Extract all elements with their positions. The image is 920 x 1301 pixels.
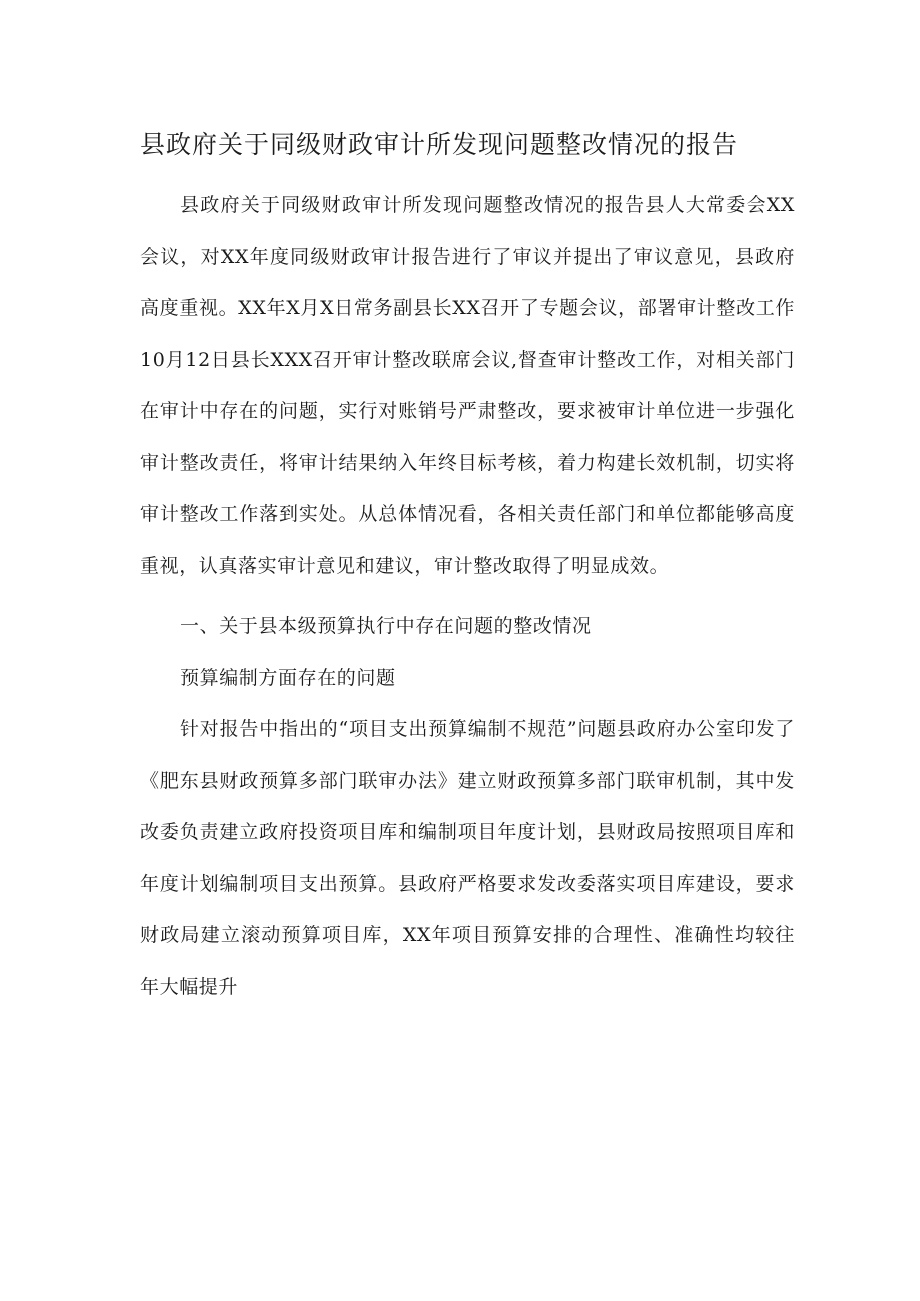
budget-rectification-paragraph: 针对报告中指出的“项目支出预算编制不规范”问题县政府办公室印发了《肥东县财政预算多部门联审办法》建立财政预算多部门联审机制，其中发改委负责建立政府投资项目库和编制项目年度计划，县财政局按照项目库和年度计划编制项目支出预算。县政府严格要求发改委落实项目库建设，要求财政局建立滚动预算项目库，XX年项目预算安排的合理性、准确性均较往年大幅提升 bbox=[140, 718, 795, 998]
document-title: 县政府关于同级财政审计所发现问题整改情况的报告 bbox=[140, 130, 739, 159]
subsection-heading-budget: 预算编制方面存在的问题 bbox=[180, 666, 396, 689]
intro-paragraph: 县政府关于同级财政审计所发现问题整改情况的报告县人大常委会XX会议，对XX年度同级财政审计报告进行了审议并提出了审议意见，县政府高度重视。XX年X月X日常务副县长XX召开了专题会议，部署审计整改工作10月12日县长XXX召开审计整改联席会议,督查审计整改工作，对相关部门在审计中存在的问题，实行对账销号严肃整改，要求被审计单位进一步强化审计整改责任，将审计结果纳入年终目标考核，着力构建长效机制，切实将审计整改工作落到实处。从总体情况看，各相关责任部门和单位都能够高度重视，认真落实审计意见和建议，审计整改取得了明显成效。 bbox=[140, 194, 795, 577]
document-body bbox=[140, 180, 795, 1013]
section-heading-1: 一、关于县本级预算执行中存在问题的整改情况 bbox=[180, 615, 592, 637]
